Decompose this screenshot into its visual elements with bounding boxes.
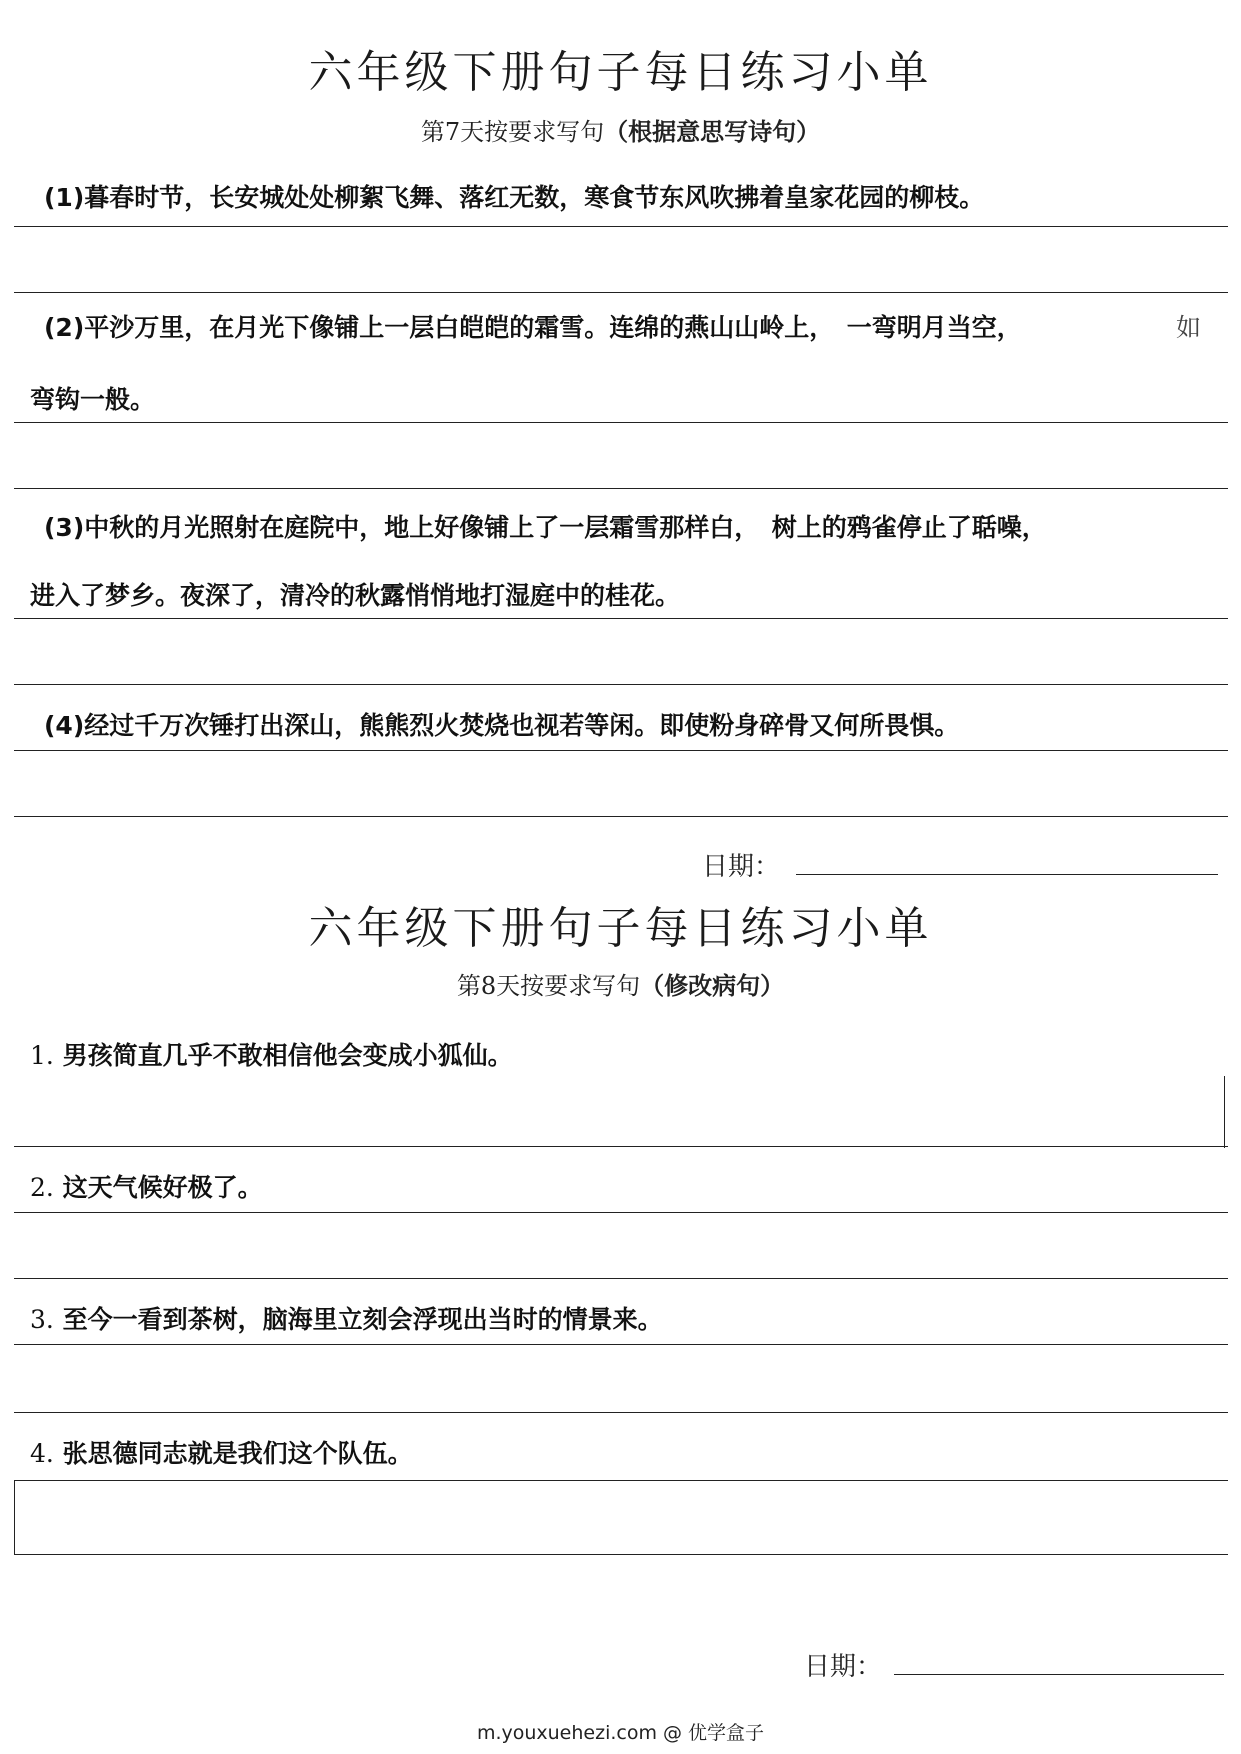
day7-question-2-text: (2)平沙万里，在月光下像铺上一层白皑皑的霜雪。连绵的燕山山岭上， 一弯明月当空， — [44, 313, 1022, 342]
answer-line — [14, 422, 1228, 423]
answer-line — [14, 1212, 1228, 1213]
answer-line — [14, 750, 1228, 751]
day7-title: 六年级下册句子每日练习小单 — [308, 47, 933, 98]
answer-line-edge — [14, 1480, 15, 1554]
day7-date-line[interactable] — [796, 874, 1218, 875]
day8-question-1-number: 1. — [30, 1041, 54, 1070]
day7-subtitle-prefix: 第7天按要求写句 — [420, 118, 605, 146]
day8-subtitle-bold: （修改病句） — [640, 972, 785, 1000]
day8-question-3-number: 3. — [30, 1305, 54, 1334]
answer-line — [14, 1344, 1228, 1345]
answer-line — [14, 816, 1228, 817]
answer-line — [14, 1146, 1228, 1147]
day8-date-label: 日期： — [804, 1652, 883, 1682]
day8-question-2 — [30, 1168, 263, 1204]
day8-title: 六年级下册句子每日练习小单 — [308, 903, 933, 954]
answer-line — [14, 488, 1228, 489]
day7-question-2-tail-text: 如 — [1176, 313, 1202, 342]
footer-watermark: m.youxuehezi.com @ 优学盒子 — [476, 1722, 765, 1744]
answer-line — [14, 1412, 1228, 1413]
answer-line — [14, 1278, 1228, 1279]
answer-line — [14, 1480, 1228, 1481]
answer-line — [14, 226, 1228, 227]
answer-line — [14, 1554, 1228, 1555]
day8-question-3-text: 至今一看到茶树，脑海里立刻会浮现出当时的情景来。 — [62, 1305, 663, 1334]
day8-question-2-text: 这天气候好极了。 — [62, 1173, 263, 1202]
answer-line-edge — [1224, 1076, 1225, 1148]
day8-question-1-text: 男孩简直几乎不敢相信他会变成小狐仙。 — [62, 1041, 513, 1070]
day7-subtitle — [0, 112, 1241, 147]
day8-question-1 — [30, 1036, 513, 1072]
day8-date-line[interactable] — [894, 1674, 1224, 1675]
day8-question-4-text: 张思德同志就是我们这个队伍。 — [62, 1439, 413, 1468]
day8-question-4 — [30, 1434, 413, 1470]
day7-question-3-line1: (3)中秋的月光照射在庭院中，地上好像铺上了一层霜雪那样白， 树上的鸦雀停止了聒噪， — [44, 513, 1047, 542]
day8-subtitle — [0, 966, 1241, 1001]
day7-question-2-line1 — [44, 308, 1022, 344]
day7-date-label: 日期： — [702, 852, 781, 882]
day7-question-4: (4)经过千万次锤打出深山，熊熊烈火焚烧也视若等闲。即使粉身碎骨又何所畏惧。 — [44, 711, 960, 740]
day7-question-3-line2: 进入了梦乡。夜深了，清冷的秋露悄悄地打湿庭中的桂花。 — [30, 581, 681, 610]
day8-question-3 — [30, 1300, 663, 1336]
day8-question-2-number: 2. — [30, 1173, 54, 1202]
day7-question-2-line2: 弯钩一般。 — [30, 385, 156, 414]
day8-question-4-number: 4. — [30, 1439, 54, 1468]
day8-subtitle-prefix: 第8天按要求写句 — [456, 972, 641, 1000]
answer-line — [14, 618, 1228, 619]
answer-line — [14, 684, 1228, 685]
day7-question-2-tail — [1176, 308, 1201, 344]
day7-subtitle-bold: （根据意思写诗句） — [604, 118, 821, 146]
day7-question-1: (1)暮春时节，长安城处处柳絮飞舞、落红无数，寒食节东风吹拂着皇家花园的柳枝。 — [44, 183, 985, 212]
answer-line — [14, 292, 1228, 293]
